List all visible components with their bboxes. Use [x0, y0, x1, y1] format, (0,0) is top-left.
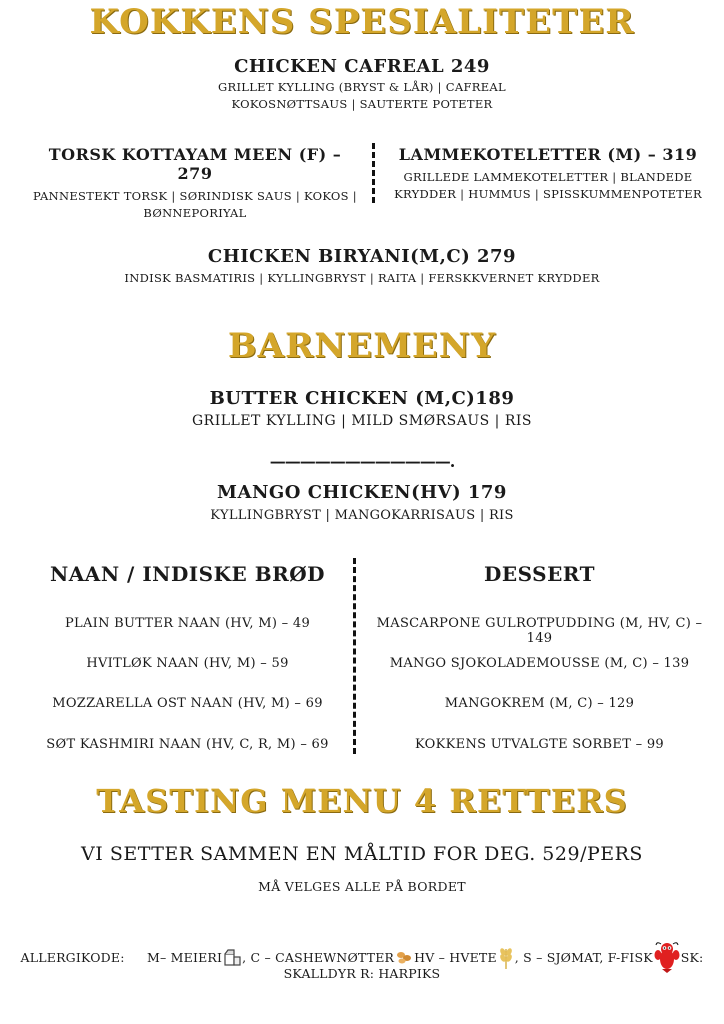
allergy-line-2: SKALLDYR R: HARPIKS [283, 966, 441, 981]
dessert-heading: DESSERT [484, 562, 595, 586]
kids-divider: ————————————. [269, 452, 455, 471]
kids-heading: BARNEMENY [227, 326, 497, 366]
dish-torsk-desc-1: PANNESTEKT TORSK | SØRINDISK SAUS | KOKOS | [33, 189, 357, 203]
dish-butter-chicken: BUTTER CHICKEN (M,C)189 [209, 388, 515, 409]
dish-chicken-biryani: CHICKEN BIRYANI(M,C) 279 [207, 246, 517, 267]
dish-mango-chicken: MANGO CHICKEN(HV) 179 [217, 482, 507, 503]
dish-butter-chicken-desc: GRILLET KYLLING | MILD SMØRSAUS | RIS [191, 413, 532, 429]
allergy-c: , C – CASHEWNØTTER [242, 950, 395, 965]
allergy-hv: HV – HVETE [414, 950, 497, 965]
dessert-item: KOKKENS UTVALGTE SORBET – 99 [415, 737, 664, 752]
naan-heading: NAAN / INDISKE BRØD [50, 562, 325, 586]
naan-item: HVITLØK NAAN (HV, M) – 59 [86, 656, 289, 671]
allergy-m: M– MEIERI [147, 950, 223, 965]
dish-lamme-desc-1: GRILLEDE LAMMEKOTELETTER | BLANDEDE [403, 170, 693, 184]
dish-chicken-biryani-desc: INDISK BASMATIRIS | KYLLINGBRYST | RAITA | FERSKKVERNET KRYDDER [124, 271, 600, 285]
dessert-item: MASCARPONE GULROTPUDDING (M, HV, C) – 149 [376, 616, 703, 646]
dish-lamme-desc-2: KRYDDER | HUMMUS | SPISSKUMMENPOTETER [394, 187, 702, 201]
dish-torsk-name: TORSK KOTTAYAM MEEN (F) – 279 [48, 145, 342, 183]
naan-item: SØT KASHMIRI NAAN (HV, C, R, M) – 69 [46, 737, 329, 752]
dish-torsk [30, 145, 360, 222]
dessert-item: MANGO SJOKOLADEMOUSSE (M, C) – 139 [389, 656, 690, 671]
dish-lamme-name: LAMMEKOTELETTER (M) – 319 [398, 145, 698, 164]
allergy-label: ALLERGIKODE: [20, 950, 125, 965]
tasting-sub: MÅ VELGES ALLE PÅ BORDET [258, 879, 466, 894]
specials-heading: KOKKENS SPESIALITETER [89, 2, 635, 42]
dish-chicken-cafreal: CHICKEN CAFREAL 249 [234, 56, 490, 77]
dessert-item: MANGOKREM (M, C) – 129 [444, 696, 635, 711]
naan-item: MOZZARELLA OST NAAN (HV, M) – 69 [52, 696, 323, 711]
column-divider-top [372, 143, 375, 203]
allergy-sk: SK: [680, 950, 704, 965]
tasting-heading: TASTING MENU 4 RETTERS [96, 782, 628, 820]
dish-torsk-desc-2: BØNNEPORIYAL [143, 206, 247, 220]
allergy-s: , S – SJØMAT, F-FISK [514, 950, 653, 965]
naan-item: PLAIN BUTTER NAAN (HV, M) – 49 [64, 616, 311, 631]
tasting-line: VI SETTER SAMMEN EN MÅLTID FOR DEG. 529/PERS [81, 843, 643, 865]
dish-lammekoteletter [388, 145, 708, 203]
dish-mango-chicken-desc: KYLLINGBRYST | MANGOKARRISAUS | RIS [210, 508, 514, 523]
dish-chicken-cafreal-desc-1: GRILLET KYLLING (BRYST & LÅR) | CAFREAL [218, 80, 506, 94]
dish-chicken-cafreal-desc-2: KOKOSNØTTSAUS | SAUTERTE POTETER [231, 97, 493, 111]
